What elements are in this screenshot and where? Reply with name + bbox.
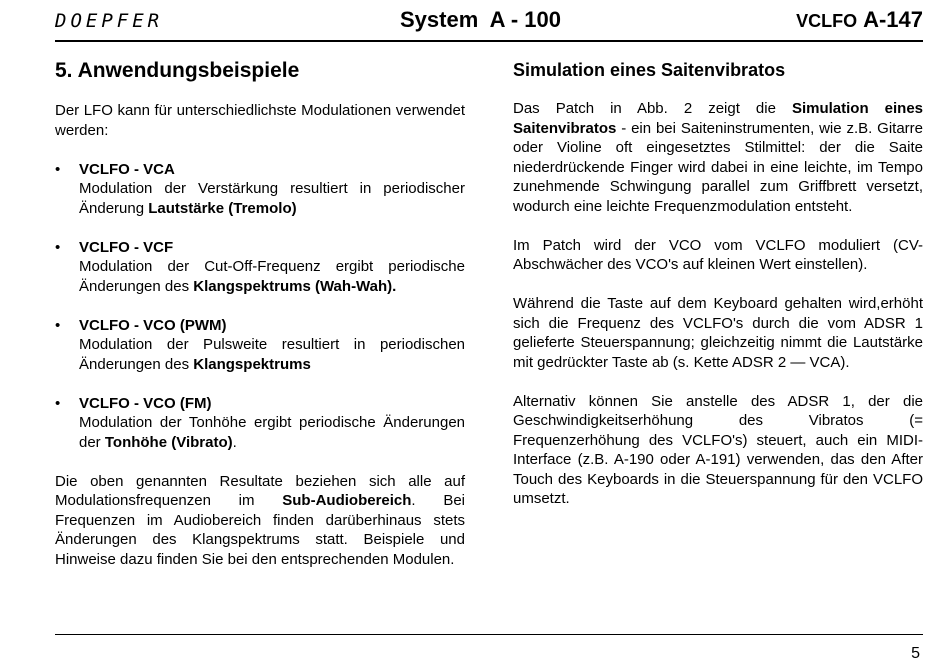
page-header [55, 0, 923, 40]
footer-rule [55, 634, 923, 635]
doepfer-logo: DOEPFER [55, 10, 164, 32]
header-rule [55, 40, 923, 42]
module-title [796, 7, 923, 33]
module-code: A-147 [863, 7, 923, 32]
bullet-icon: • [55, 316, 61, 334]
list-item-title: VCLFO - VCO (PWM) [79, 316, 227, 334]
system-title: System A - 100 [400, 7, 562, 32]
list-item-text: Modulation der Pulsweite resultiert in periodischen Änderungen des Klangspektrums [79, 336, 465, 373]
left-column [55, 58, 465, 569]
paragraph-2: Im Patch wird der VCO vom VCLFO moduliert (CV-Abschwächer des VCO's auf kleinen Wert einstellen). [513, 236, 923, 273]
bullet-icon: • [55, 238, 61, 256]
paragraph-1: Das Patch in Abb. 2 zeigt die Simulation eines Saitenvibratos - ein bei Saiteninstrumenten, wie z.B. Gitarre oder Violine oft eingesetztes Stilmittel: der die Saite niederdrückende Finger wird dabei in eine leichte, im Tempo zunehmende Schwingung parallel zum Griffbrett versetzt, wodurch eine leichte Frequenzmodulation entsteht. [513, 100, 924, 215]
list-item [55, 316, 465, 375]
list-item-title: VCLFO - VCA [79, 160, 175, 178]
module-name: VCLFO [796, 11, 858, 31]
bullet-icon: • [55, 160, 61, 178]
page-number: 5 [911, 645, 920, 662]
right-column [513, 58, 923, 509]
list-item [55, 238, 465, 297]
list-item-text: Modulation der Cut-Off-Frequenz ergibt periodische Änderungen des Klangspektrums (Wah-Wah). [79, 258, 465, 295]
list-item [55, 160, 465, 219]
paragraph-4: Alternativ können Sie anstelle des ADSR 1, der die Geschwindigkeitserhöhung des Vibratos (= Frequenzerhöhung des VCLFO's) steuert, auch ein MIDI-Interface (z.B. A-190 oder A-191) verwenden, das den After Touch des Keyboards in die Steuerspannung für den VCLFO umsetzt. [513, 392, 923, 507]
list-item-text: Modulation der Verstärkung resultiert in periodischer Änderung Lautstärke (Tremolo) [79, 180, 465, 217]
list-item [55, 394, 465, 453]
subsection-heading: Simulation eines Saitenvibratos [513, 60, 786, 80]
intro-paragraph: Der LFO kann für unterschiedlichste Modulationen verwendet werden: [55, 102, 465, 139]
list-item-title: VCLFO - VCF [79, 238, 174, 256]
list-item-title: VCLFO - VCO (FM) [79, 394, 212, 412]
section-heading: 5. Anwendungsbeispiele [55, 59, 300, 82]
bullet-icon: • [55, 394, 61, 412]
paragraph-3: Während die Taste auf dem Keyboard gehalten wird,erhöht sich die Frequenz des VCLFO's durch die vom ADSR 1 gelieferte Steuerspannung; gleichzeitig nimmt die Lautstärke mit gedrückter Taste ab (s. Kette ADSR 2 — VCA). [513, 295, 923, 371]
outro-paragraph: Die oben genannten Resultate beziehen sich alle auf Modulationsfrequenzen im Sub-Audiobereich. Bei Frequenzen im Audiobereich finden darüberhinaus stets Änderungen des Klangspektrums statt. Beispiele und Hinweise dazu finden Sie bei den entsprechenden Modulen. [55, 472, 466, 568]
list-item-text: Modulation der Tonhöhe ergibt periodische Änderungen der Tonhöhe (Vibrato). [79, 414, 465, 451]
